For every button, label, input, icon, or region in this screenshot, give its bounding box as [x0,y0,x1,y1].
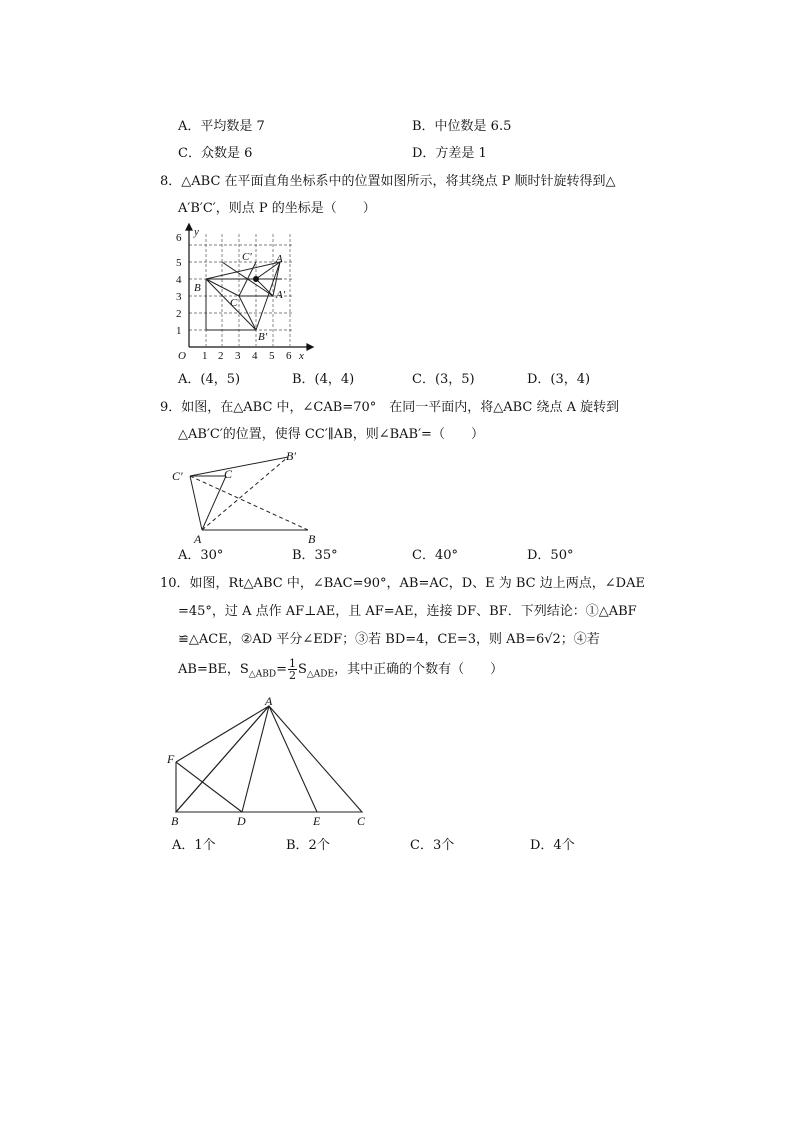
q10-line4-sub2: △ADE [306,669,335,680]
label-f: F [167,752,175,766]
label-d: D [237,814,246,828]
q8-stem-line2: A′B′C′，则点 P 的坐标是（ ） [178,201,376,216]
q7-option-d: D．方差是 1 [412,146,487,161]
y-tick-3: 3 [176,291,182,303]
q7-option-b: B．中位数是 6.5 [412,119,512,134]
q10-frac-den: 2 [288,669,296,682]
q7-option-a: A．平均数是 7 [178,119,265,134]
q9-stem-line1: 9．如图，在△ABC 中，∠CAB=70° 在同一平面内，将△ABC 绕点 A 旋转到 [160,400,620,415]
label-c: C [357,814,366,828]
x-tick-2: 2 [218,350,224,362]
x-tick-4: 4 [252,350,258,362]
label-a: A [194,532,202,546]
q8-option-c: C．(3，5) [412,372,475,387]
q10-stem-line1: 10．如图，Rt△ABC 中，∠BAC=90°，AB=AC，D、E 为 BC 边上两点，∠DAE [160,576,645,591]
q10-line4-post: ，其中正确的个数有（ ） [334,662,504,677]
label-c: C [224,467,233,481]
q10-line4-s2: S [297,662,307,677]
label-c-prime: C′ [172,469,183,483]
q10-fraction [288,658,297,681]
x-tick-6: 6 [286,350,292,362]
y-tick-2: 2 [176,308,182,320]
y-axis-label: y [194,226,199,238]
label-b: B [194,282,201,294]
q10-stem-line4 [178,658,503,686]
q8-option-b: B．(4，4) [292,372,355,387]
x-axis-label: x [299,350,304,362]
origin-label: O [178,350,186,362]
q8-coordinate-figure [172,226,312,361]
q10-frac-num: 1 [288,657,296,670]
point-p-marker [253,276,259,282]
q8-option-a: A．(4，5) [178,372,241,387]
label-e: E [313,814,321,828]
label-c-prime: C′ [242,251,252,263]
label-b: B [308,532,316,546]
q7-option-c: C．众数是 6 [178,146,253,161]
q10-option-b: B．2个 [286,838,330,853]
x-tick-1: 1 [202,350,208,362]
q10-stem-line2: =45°，过 A 点作 AF⊥AE，且 AF=AE，连接 DF、BF．下列结论：①△ABF [178,604,637,619]
label-b-prime: B′ [286,449,296,463]
q9-option-c: C．40° [412,548,458,563]
x-tick-3: 3 [235,350,241,362]
q10-option-d: D．4个 [530,838,575,853]
label-b-prime: B′ [258,331,268,343]
q9-option-a: A．30° [178,548,224,563]
x-tick-5: 5 [269,350,275,362]
q10-line4-pre: AB=BE，S [178,662,249,677]
q10-triangle-figure [165,696,375,826]
q10-stem-line3: ≌△ACE，②AD 平分∠EDF；③若 BD=4，CE=3，则 AB=6√2；④若 [178,632,600,647]
y-tick-4: 4 [176,274,182,286]
y-tick-1: 1 [176,325,182,337]
y-tick-6: 6 [176,232,182,244]
q8-option-d: D．(3，4) [527,372,591,387]
q9-option-d: D．50° [527,548,574,563]
q10-option-c: C．3个 [410,838,455,853]
label-b: B [171,814,179,828]
q10-option-a: A．1个 [172,838,216,853]
label-c: C [230,297,238,309]
q9-rotation-figure [168,450,328,545]
q10-line4-eq: = [276,662,287,677]
q9-stem-line2: △AB′C′的位置，使得 CC′∥AB，则∠BAB′=（ ） [178,427,484,442]
q8-stem-line1: 8．△ABC 在平面直角坐标系中的位置如图所示，将其绕点 P 顺时针旋转得到△ [160,174,616,189]
label-a: A [276,253,283,265]
q10-line4-sub1: △ABD [248,669,277,680]
label-a: A [265,694,273,708]
q9-option-b: B．35° [292,548,338,563]
label-a-prime: A′ [276,289,286,301]
y-tick-5: 5 [176,257,182,269]
